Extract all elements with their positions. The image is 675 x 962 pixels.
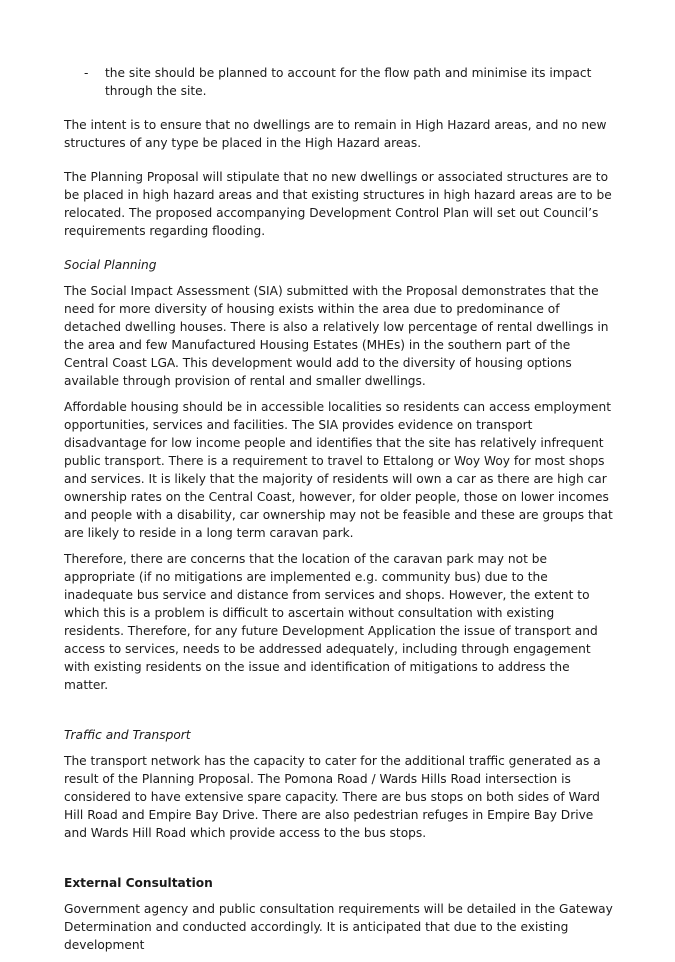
social-planning-paragraph-3: Therefore, there are concerns that the location of the caravan park may not be appropriate (if no mitigations are implemented e.g. community bus) due to the inadequate bus service and distance from services and shops. However, the extent to which this is a problem is difficult to ascertain without consultation with existing residents. Therefore, for any future Development Application the issue of transport and access to services, needs to be addressed adequately, including through engagement with existing residents on the issue and identification of mitigations to address the matter. [64,552,598,692]
social-planning-heading: Social Planning [64,258,157,272]
traffic-transport-paragraph: The transport network has the capacity to cater for the additional traffic generated as a result of the Planning Proposal. The Pomona Road / Wards Hills Road intersection is considered to have extensive spare capacity. There are bus stops on both sides of Ward Hill Road and Empire Bay Drive. There are also pedestrian refuges in Empire Bay Drive and Wards Hill Road which provide access to the bus stops. [64,754,601,840]
planning-proposal-paragraph: The Planning Proposal will stipulate that no new dwellings or associated structures are to be placed in high hazard areas and that existing structures in high hazard areas are to be relocated. The proposed accompanying Development Control Plan will set out Council’s requirements regarding flooding. [64,170,612,238]
social-planning-paragraph-1: The Social Impact Assessment (SIA) submitted with the Proposal demonstrates that the need for more diversity of housing exists within the area due to predominance of detached dwelling houses. There is also a relatively low percentage of rental dwellings in the area and few Manufactured Housing Estates (MHEs) in the southern part of the Central Coast LGA. This development would add to the diversity of housing options available through provision of rental and smaller dwellings. [64,284,609,388]
external-consultation-heading: External Consultation [64,876,213,890]
intent-paragraph: The intent is to ensure that no dwellings are to remain in High Hazard areas, and no new structures of any type be placed in the High Hazard areas. [64,118,607,150]
bullet-marker: - [84,66,89,80]
social-planning-paragraph-2: Affordable housing should be in accessible localities so residents can access employment opportunities, services and facilities. The SIA provides evidence on transport disadvantage for low income people and identifies that the site has relatively infrequent public transport. There is a requirement to travel to Ettalong or Woy Woy for most shops and services. It is likely that the majority of residents will own a car as there are high car ownership rates on the Central Coast, however, for older people, those on lower incomes and people with a disability, car ownership may not be feasible and these are groups that are likely to reside in a long term caravan park. [64,400,613,540]
external-consultation-paragraph: Government agency and public consultation requirements will be detailed in the Gateway Determination and conducted accordingly. It is anticipated that due to the existing development [64,902,613,952]
bullet-item [64,64,616,100]
page-content [64,64,616,962]
bullet-text: the site should be planned to account for the flow path and minimise its impact through the site. [105,66,592,98]
traffic-transport-heading: Traffic and Transport [64,728,191,742]
